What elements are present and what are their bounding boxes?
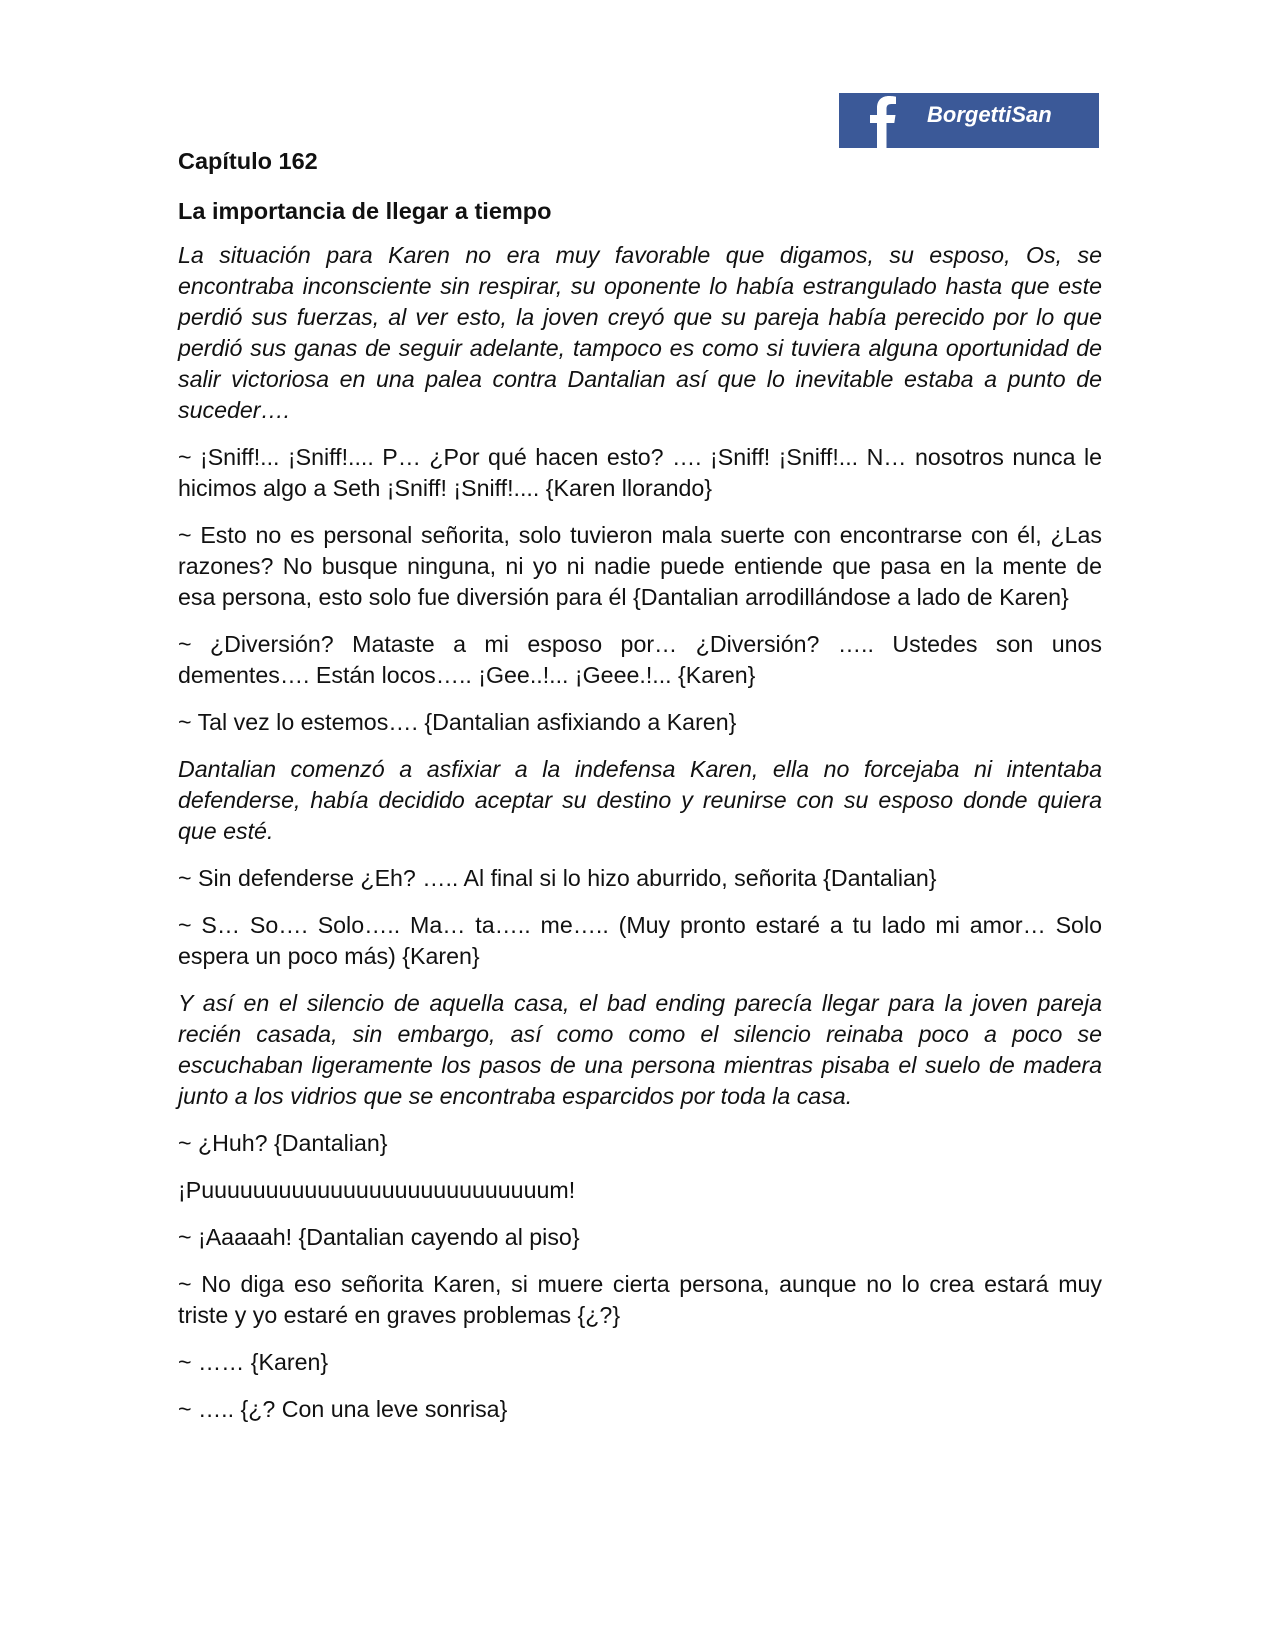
paragraph: ~ ¡Sniff!... ¡Sniff!.... P… ¿Por qué hacen esto? …. ¡Sniff! ¡Sniff!... N… nosotros nunca le hicimos algo a Seth ¡Sniff! ¡Sniff!.... {Karen llorando} xyxy=(178,444,1102,501)
paragraph: ~ ¡Aaaaah! {Dantalian cayendo al piso} xyxy=(178,1224,580,1250)
paragraph: Y así en el silencio de aquella casa, el bad ending parecía llegar para la joven pareja recién casada, sin embargo, así como como el silencio reinaba poco a poco se escuchaban ligeramente los pasos de una persona mientras pisaba el suelo de madera junto a los vidrios que se encontraba esparcidos por toda la casa. xyxy=(178,990,1102,1109)
paragraph: Dantalian comenzó a asfixiar a la indefensa Karen, ella no forcejaba ni intentaba defenderse, había decidido aceptar su destino y reunirse con su esposo donde quiera que esté. xyxy=(178,756,1102,844)
paragraph: ~ S… So…. Solo….. Ma… ta….. me….. (Muy pronto estaré a tu lado mi amor… Solo espera un poco más) {Karen} xyxy=(178,912,1102,969)
paragraph: ~ ….. {¿? Con una leve sonrisa} xyxy=(178,1396,508,1422)
paragraph: ~ Tal vez lo estemos…. {Dantalian asfixiando a Karen} xyxy=(178,709,737,735)
facebook-icon xyxy=(859,93,909,148)
paragraph: ~ ¿Diversión? Mataste a mi esposo por… ¿Diversión? ….. Ustedes son unos dementes…. Están locos….. ¡Gee..!... ¡Geee.!... {Karen} xyxy=(178,631,1102,688)
chapter-number: Capítulo 162 xyxy=(178,148,318,174)
paragraph: ~ ¿Huh? {Dantalian} xyxy=(178,1130,388,1156)
paragraph-list xyxy=(178,240,1102,1425)
document-body xyxy=(178,145,1102,1441)
paragraph: ~ Esto no es personal señorita, solo tuvieron mala suerte con encontrarse con él, ¿Las razones? No busque ninguna, ni yo ni nadie puede entiende que pasa en la mente de esa persona, esto solo fue diversión para él {Dantalian arrodillándose a lado de Karen} xyxy=(178,522,1102,610)
paragraph: La situación para Karen no era muy favorable que digamos, su esposo, Os, se encontraba inconsciente sin respirar, su oponente lo había estrangulado hasta que este perdió sus fuerzas, al ver esto, la joven creyó que su pareja había perecido por lo que perdió sus ganas de seguir adelante, tampoco es como si tuviera alguna oportunidad de salir victoriosa en una palea contra Dantalian así que lo inevitable estaba a punto de suceder…. xyxy=(178,242,1102,423)
paragraph: ¡Puuuuuuuuuuuuuuuuuuuuuuuuuuum! xyxy=(178,1177,576,1203)
paragraph: ~ …… {Karen} xyxy=(178,1349,329,1375)
paragraph: ~ No diga eso señorita Karen, si muere cierta persona, aunque no lo crea estará muy triste y yo estaré en graves problemas {¿?} xyxy=(178,1271,1102,1328)
paragraph: ~ Sin defenderse ¿Eh? ….. Al final si lo hizo aburrido, señorita {Dantalian} xyxy=(178,865,937,891)
chapter-title: La importancia de llegar a tiempo xyxy=(178,198,552,224)
page-name: BorgettiSan xyxy=(927,101,1052,127)
facebook-badge[interactable] xyxy=(839,93,1099,148)
